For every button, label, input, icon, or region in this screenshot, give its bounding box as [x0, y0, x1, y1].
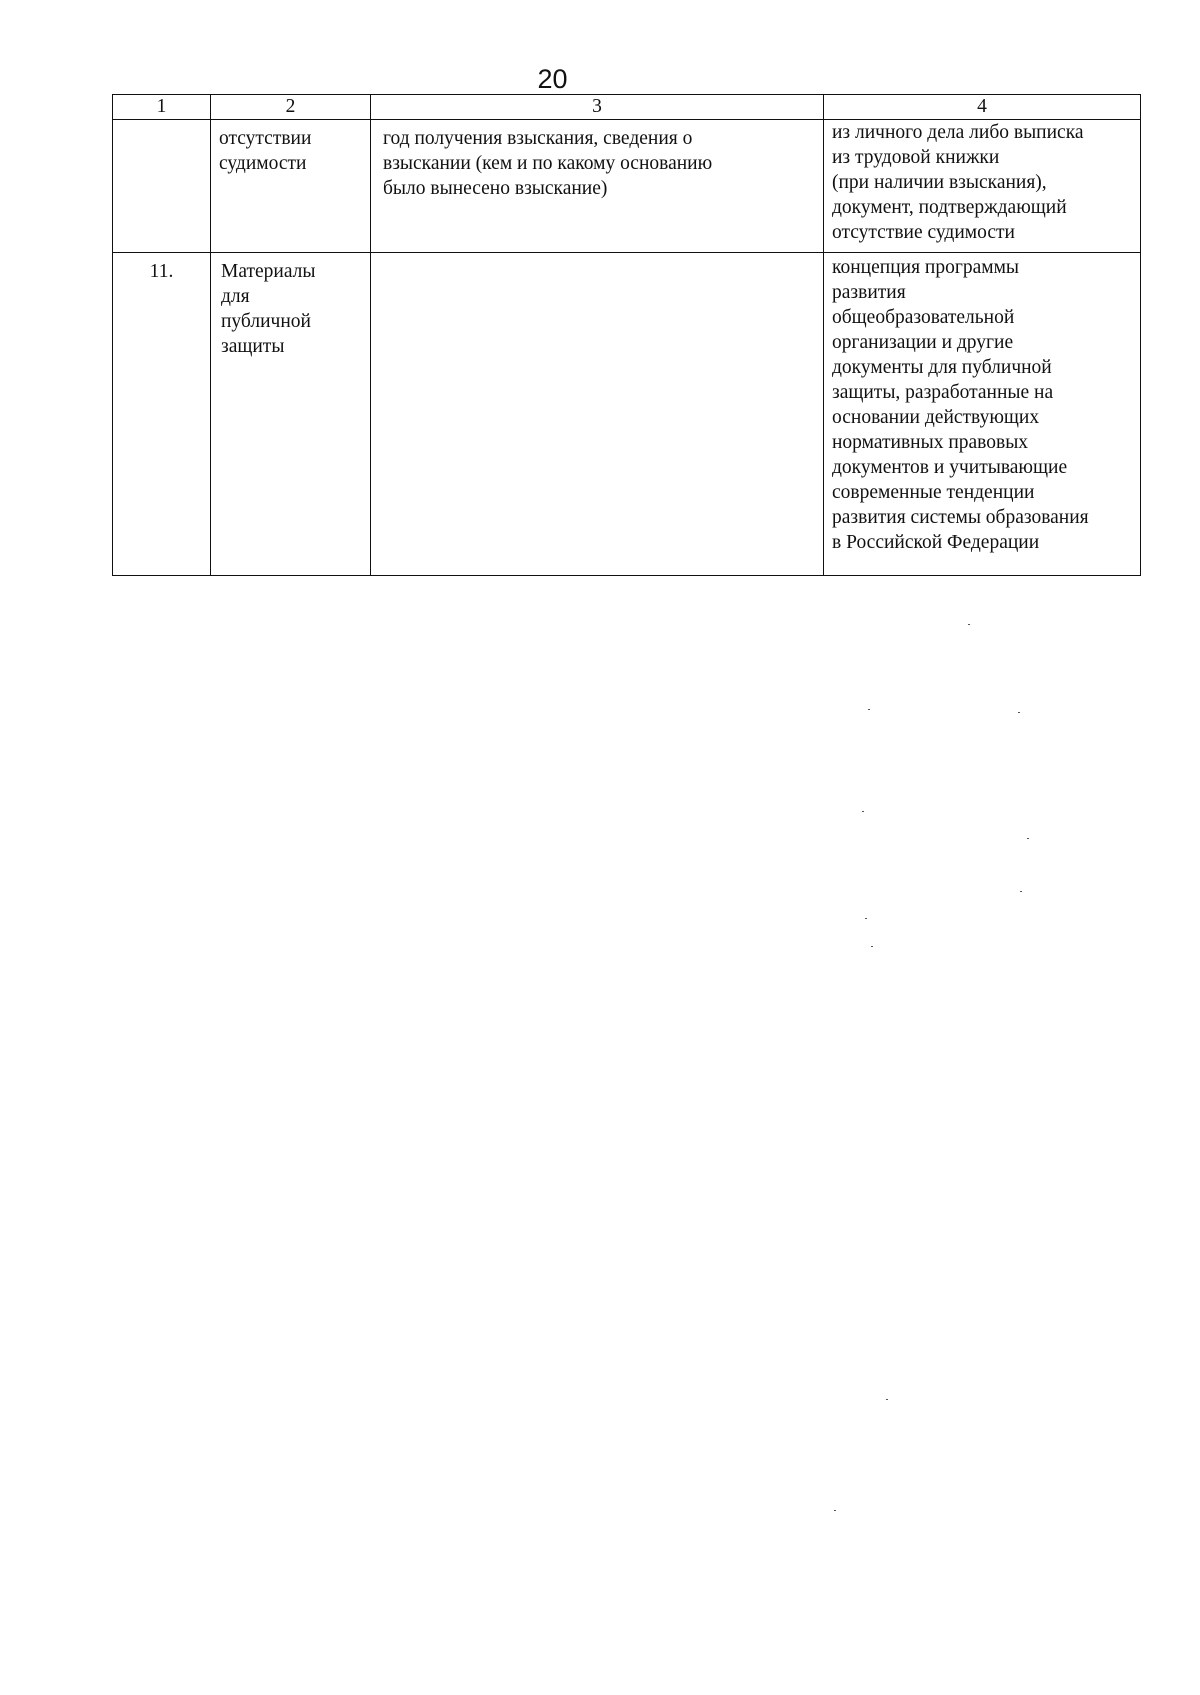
supporting-document-line: концепция программы: [832, 257, 1020, 278]
item-name-cell: [211, 253, 371, 576]
scan-speck: [868, 709, 870, 710]
item-name-line: Материалы: [221, 261, 316, 282]
column-header-3: 3: [371, 95, 824, 120]
scan-speck: [834, 1510, 836, 1511]
item-description-line: взыскании (кем и по какому основанию: [383, 153, 713, 174]
scan-speck: [1018, 712, 1020, 713]
item-description-line: год получения взыскания, сведения о: [383, 128, 693, 149]
column-header-2: 2: [211, 95, 371, 120]
supporting-document-line: документы для публичной: [832, 357, 1052, 378]
item-name-line: публичной: [221, 311, 311, 332]
item-name-line: судимости: [219, 153, 307, 174]
item-description-cell: [371, 120, 824, 253]
supporting-document-line: отсутствие судимости: [832, 222, 1015, 243]
table-row: [113, 253, 1141, 576]
supporting-document-line: общеобразовательной: [832, 307, 1015, 328]
supporting-document-line: основании действующих: [832, 407, 1040, 428]
supporting-document-line: развития: [832, 282, 906, 303]
supporting-document-line: организации и другие: [832, 332, 1014, 353]
column-header-1: 1: [113, 95, 211, 120]
scan-speck: [862, 811, 864, 812]
supporting-document-line: из личного дела либо выписка: [832, 122, 1084, 143]
scan-speck: [968, 624, 970, 625]
scan-speck: [1027, 838, 1029, 839]
row-number-cell: 11.: [113, 253, 211, 576]
item-description-cell: [371, 253, 824, 576]
supporting-document-line: документов и учитывающие: [832, 457, 1068, 478]
scan-speck: [871, 946, 873, 947]
scan-speck: [865, 918, 867, 919]
supporting-document-line: защиты, разработанные на: [832, 382, 1054, 403]
supporting-document-line: в Российской Федерации: [832, 532, 1040, 553]
item-description-line: было вынесено взыскание): [383, 178, 608, 199]
supporting-document-line: нормативных правовых: [832, 432, 1029, 453]
supporting-document-line: документ, подтверждающий: [832, 197, 1067, 218]
supporting-document-line: современные тенденции: [832, 482, 1035, 503]
item-name-line: отсутствии: [219, 128, 312, 149]
table-row: [113, 120, 1141, 253]
supporting-document-cell: [824, 253, 1141, 576]
supporting-document-line: (при наличии взыскания),: [832, 172, 1047, 193]
column-header-4: 4: [824, 95, 1141, 120]
table-header-row: [113, 95, 1141, 120]
item-name-line: для: [221, 286, 250, 307]
row-number-cell: [113, 120, 211, 253]
requirements-table: [112, 94, 1141, 576]
item-name-line: защиты: [221, 336, 285, 357]
scan-speck: [1020, 891, 1022, 892]
item-name-cell: [211, 120, 371, 253]
scan-speck: [886, 1399, 888, 1400]
page-number: 20: [537, 64, 568, 94]
supporting-document-line: развития системы образования: [832, 507, 1089, 528]
supporting-document-cell: [824, 120, 1141, 253]
supporting-document-line: из трудовой книжки: [832, 147, 1000, 168]
